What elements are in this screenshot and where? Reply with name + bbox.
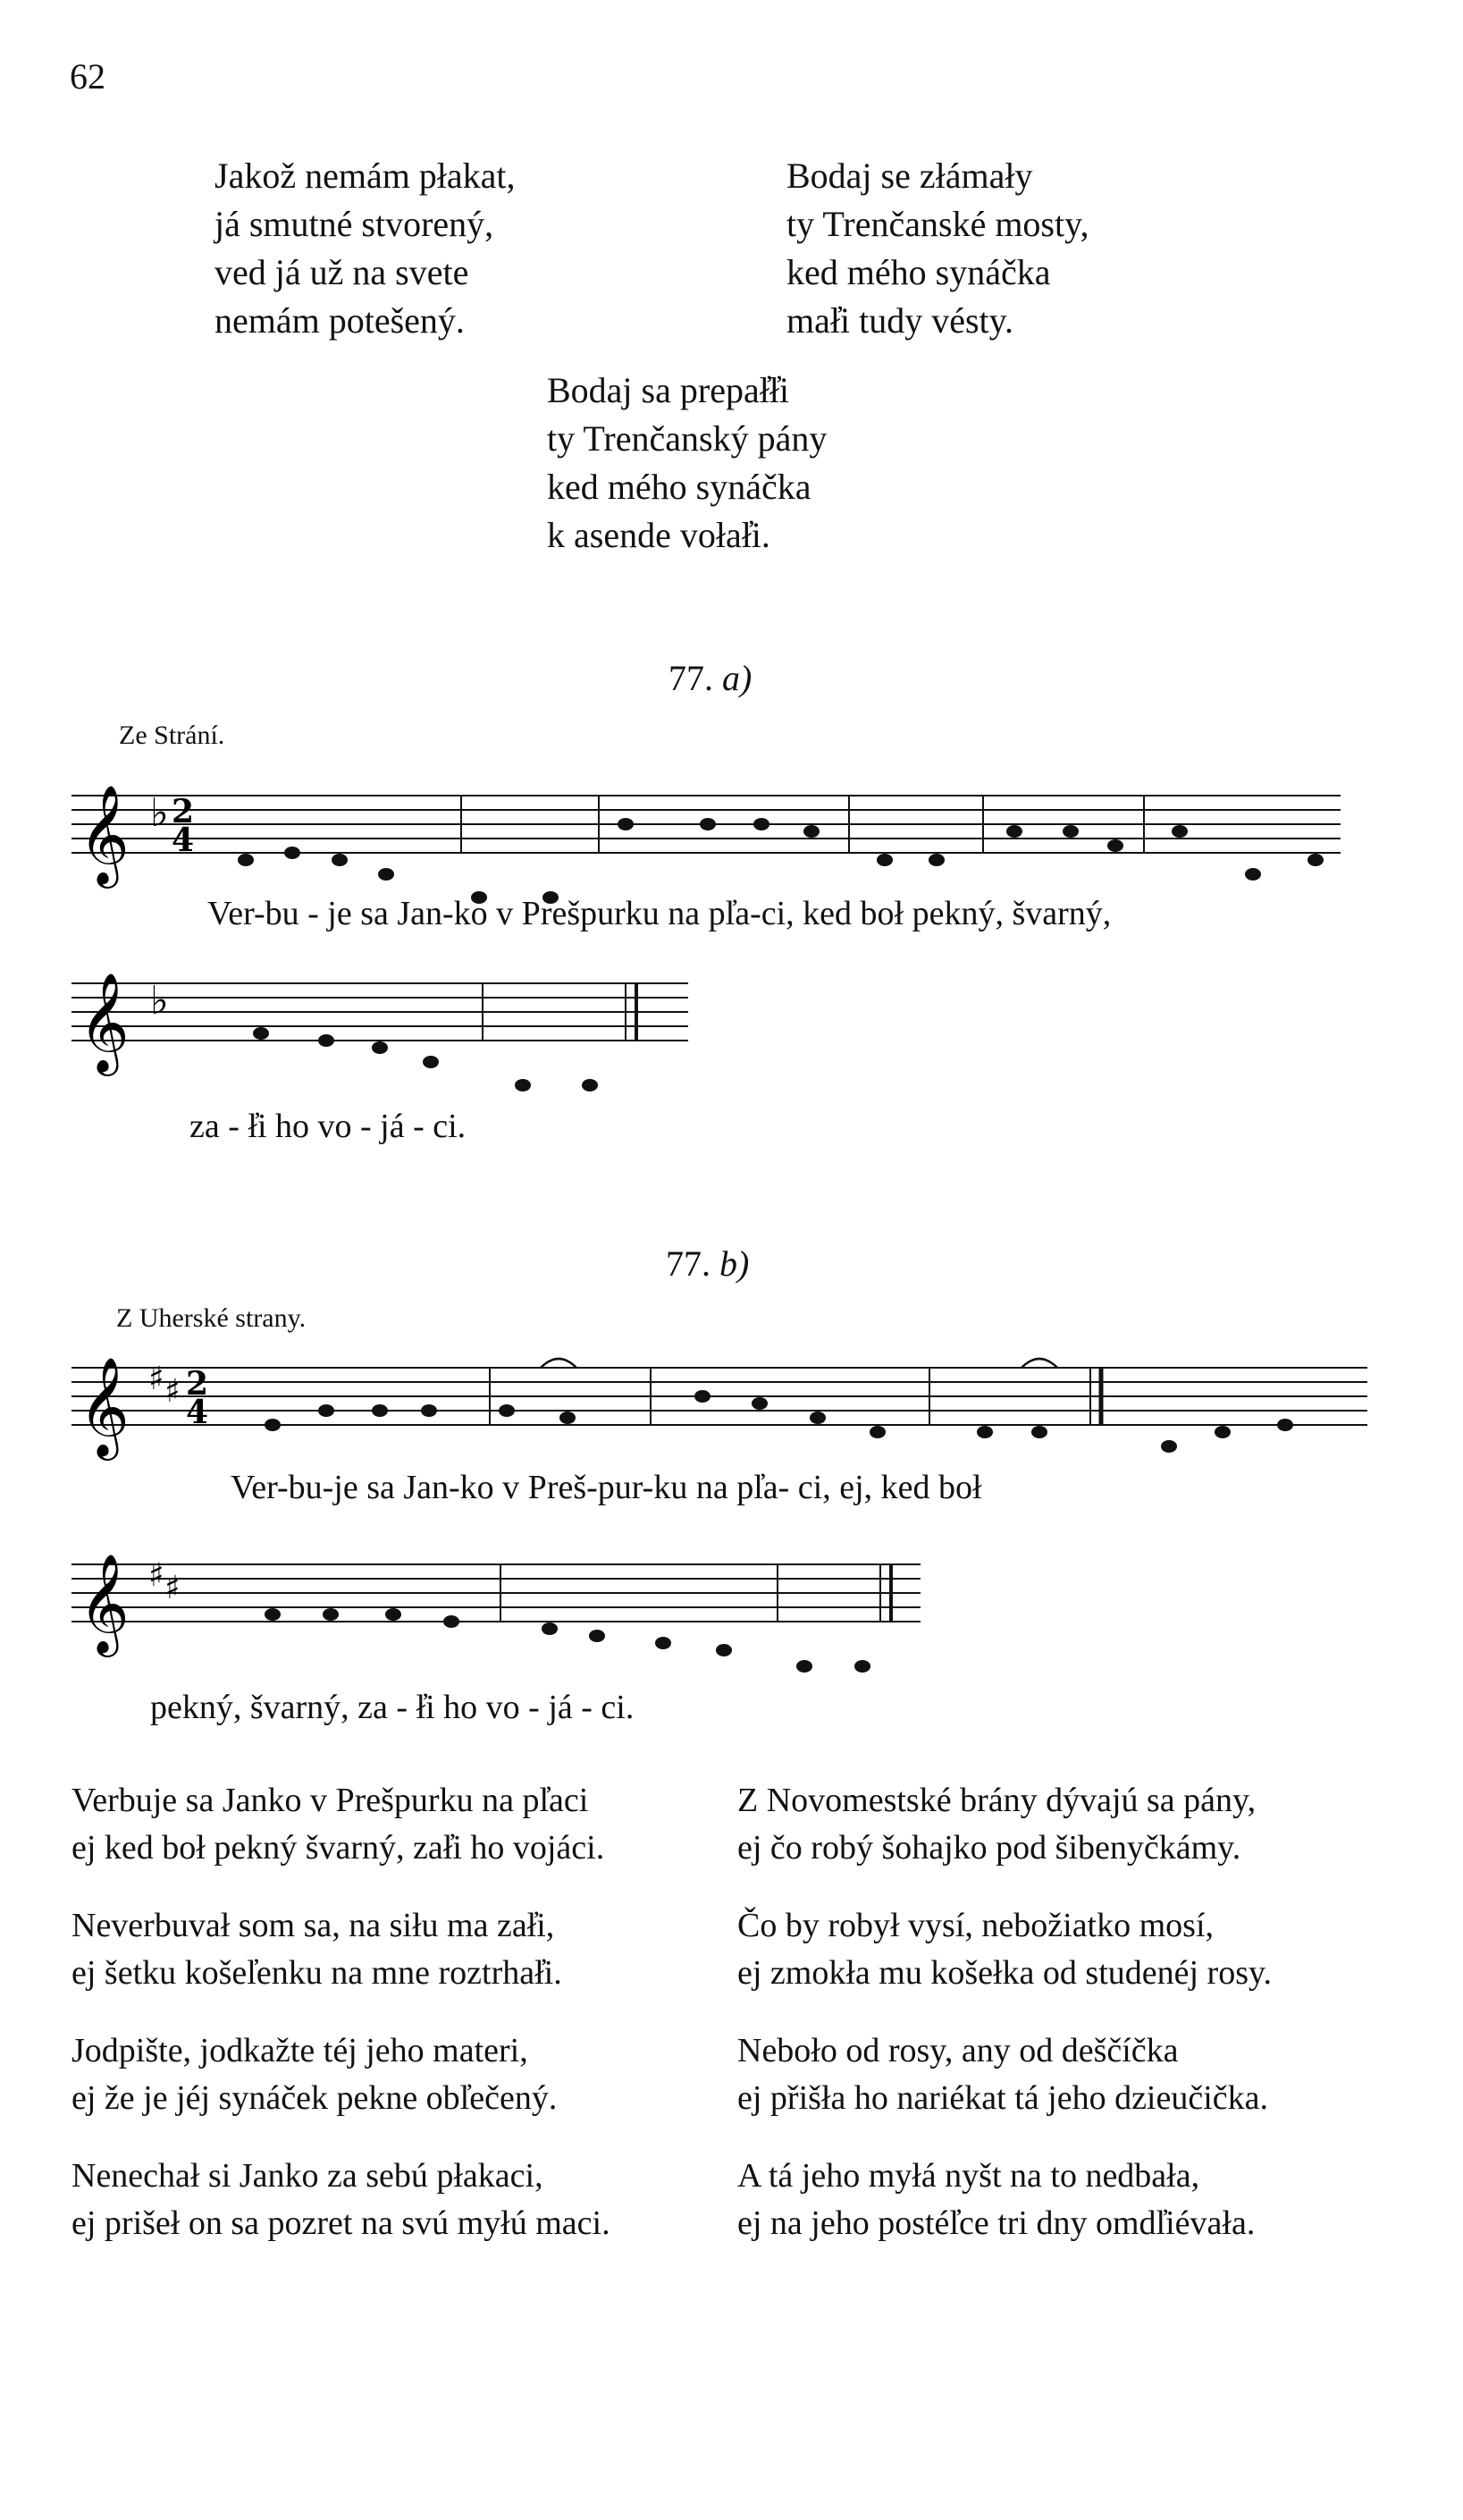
song-number: 77. — [666, 1243, 710, 1284]
treble-clef-icon: 𝄞 — [79, 784, 130, 884]
verse-stanza-left-1 — [71, 1777, 604, 1872]
note — [929, 854, 945, 866]
song-number: 77. — [668, 658, 713, 698]
verse-line: Neboło od rosy, any od deščíčka — [737, 2032, 1179, 2069]
note — [877, 854, 893, 866]
verse-line: Z Novomestské brány dývajú sa pány, — [737, 1782, 1257, 1819]
note — [542, 1622, 558, 1635]
music-staff-b2 — [71, 1555, 929, 1690]
note — [385, 1608, 401, 1621]
note — [854, 1660, 870, 1673]
verse-line: ked mého synáčka — [786, 252, 1051, 292]
verse-line: Verbuje sa Janko v Prešpurku na pl̓aci — [71, 1782, 589, 1819]
note — [238, 854, 254, 866]
note — [1245, 868, 1261, 881]
flat-icon: ♭ — [150, 978, 169, 1024]
note — [323, 1608, 339, 1621]
verse-line: ej prišeł on sa pozret na svú myłú maci. — [71, 2204, 610, 2242]
top-verse-center — [547, 367, 827, 560]
time-signature-top: 2 — [172, 793, 195, 830]
verse-line: k asende vołał̓i. — [547, 515, 770, 555]
verse-line: ked mého synáčka — [547, 467, 811, 507]
verse-line: ty Trenčanské mosty, — [786, 204, 1089, 244]
note — [515, 1079, 531, 1091]
verse-stanza-right-3 — [737, 2027, 1268, 2122]
verse-line: ej na jeho postél̓ce tri dny omdl̓iévała. — [737, 2204, 1256, 2242]
time-signature-bottom: 4 — [172, 822, 195, 859]
verse-line: Čo by robył vysí, nebožiatko mosí, — [737, 1907, 1215, 1944]
note — [1063, 825, 1079, 838]
note — [582, 1079, 598, 1091]
note — [1215, 1426, 1231, 1438]
note — [1172, 825, 1188, 838]
note — [1161, 1440, 1177, 1453]
music-staff-a2 — [71, 974, 697, 1108]
note — [284, 847, 300, 859]
note — [977, 1426, 993, 1438]
note — [810, 1412, 826, 1424]
verse-line: mał̓i tudy vésty. — [786, 300, 1014, 341]
staff-lines — [71, 1368, 1367, 1425]
time-signature-bottom: 4 — [186, 1394, 209, 1431]
note — [716, 1644, 732, 1656]
note — [372, 1041, 388, 1054]
treble-clef-icon: 𝄞 — [79, 1356, 130, 1456]
lyrics-b2: pekný, švarný, za - ł̓i ho vo - já - ci. — [150, 1689, 635, 1726]
note — [265, 1419, 281, 1431]
verse-line: já smutné stvorený, — [214, 204, 494, 244]
verse-stanza-right-2 — [737, 1902, 1272, 1997]
sharp-icon: ♯ — [164, 1373, 181, 1410]
verse-line: ej zmokła mu košełka od studenéj rosy. — [737, 1954, 1273, 1992]
page-number: 62 — [70, 56, 105, 97]
song-variant: a) — [722, 658, 753, 698]
top-verse-left — [214, 152, 516, 345]
verse-line: ej že je jéj synáček pekne obl̓ečený. — [71, 2079, 558, 2117]
note — [700, 818, 716, 830]
note — [499, 1404, 515, 1417]
note — [870, 1426, 886, 1438]
verse-stanza-right-4 — [737, 2153, 1255, 2247]
note — [443, 1615, 459, 1628]
note — [559, 1412, 576, 1424]
staff-lines — [71, 1564, 921, 1622]
verse-stanza-right-1 — [737, 1777, 1256, 1872]
verse-stanza-left-3 — [71, 2027, 557, 2122]
sharp-icon: ♯ — [164, 1570, 181, 1606]
top-verse-right — [786, 152, 1089, 345]
note — [1107, 839, 1123, 852]
note — [423, 1056, 439, 1068]
verse-stanza-left-2 — [71, 1902, 562, 1997]
treble-clef-icon: 𝄞 — [79, 1553, 130, 1653]
flat-icon: ♭ — [150, 790, 169, 836]
sharp-icon: ♯ — [148, 1557, 164, 1594]
verse-line: nemám potešený. — [214, 300, 465, 341]
lyrics-b1: Ver-bu-je sa Jan-ko v Preš-pur-ku na pl̓a- ci, ej, ked boł — [231, 1469, 982, 1506]
notes — [265, 1608, 870, 1673]
note — [265, 1608, 281, 1621]
note — [752, 1397, 768, 1410]
verse-line: ej šetku košel̓enku na mne roztrhał̓i. — [71, 1954, 562, 1992]
note — [694, 1390, 710, 1403]
verse-stanza-left-4 — [71, 2153, 610, 2247]
fermata-icon — [1022, 1359, 1057, 1368]
note — [1031, 1426, 1047, 1438]
verse-line: Bodaj sa prepał̓ł̓i — [547, 370, 790, 410]
lyrics-a2: za - ł̓i ho vo - já - ci. — [189, 1108, 467, 1145]
song-origin-b: Z Uherské strany. — [116, 1303, 307, 1333]
note — [796, 1660, 812, 1673]
notes — [238, 818, 1324, 904]
verse-line: Nenechał si Janko za sebú płakaci, — [71, 2157, 543, 2195]
song-number-a — [668, 657, 752, 699]
lyrics-a1: Ver-bu - je sa Jan-ko v Prešpurku na pl̓a-ci, ked boł pekný, švarný, — [207, 895, 1112, 932]
verse-line: Bodaj se złámały — [786, 156, 1033, 196]
note — [803, 825, 820, 838]
sharp-icon: ♯ — [148, 1361, 164, 1397]
song-number-b — [666, 1243, 749, 1285]
note — [318, 1404, 334, 1417]
note — [332, 854, 348, 866]
verse-line: Jakož nemám płakat, — [214, 156, 516, 196]
note — [655, 1637, 671, 1649]
note — [421, 1404, 437, 1417]
note — [618, 818, 634, 830]
time-signature-top: 2 — [186, 1365, 209, 1403]
verse-line: ty Trenčanský pány — [547, 418, 828, 459]
verse-line: A tá jeho myłá nyšt na to nedbała, — [737, 2157, 1200, 2195]
notes — [265, 1390, 1293, 1453]
fermata-icon — [541, 1359, 576, 1368]
verse-line: ej čo robý šohajko pod šibenyčkámy. — [737, 1829, 1241, 1867]
verse-line: ej ked boł pekný švarný, zał̓i ho vojáci. — [71, 1829, 605, 1867]
note — [378, 868, 394, 881]
note — [1277, 1419, 1293, 1431]
note — [1307, 854, 1324, 866]
note — [318, 1034, 334, 1047]
note — [753, 818, 769, 830]
song-variant: b) — [719, 1243, 750, 1284]
verse-line: Jodpište, jodkažte téj jeho materi, — [71, 2032, 528, 2069]
verse-line: ved já už na svete — [214, 252, 469, 292]
note — [1006, 825, 1022, 838]
note — [372, 1404, 388, 1417]
note — [589, 1630, 605, 1642]
verse-line: ej přišła ho nariékat tá jeho dzieučička. — [737, 2079, 1269, 2117]
treble-clef-icon: 𝄞 — [79, 972, 130, 1072]
song-origin-a: Ze Strání. — [119, 721, 225, 750]
notes — [253, 1027, 598, 1091]
verse-line: Neverbuvał som sa, na siłu ma zał̓i, — [71, 1907, 555, 1944]
note — [253, 1027, 269, 1040]
